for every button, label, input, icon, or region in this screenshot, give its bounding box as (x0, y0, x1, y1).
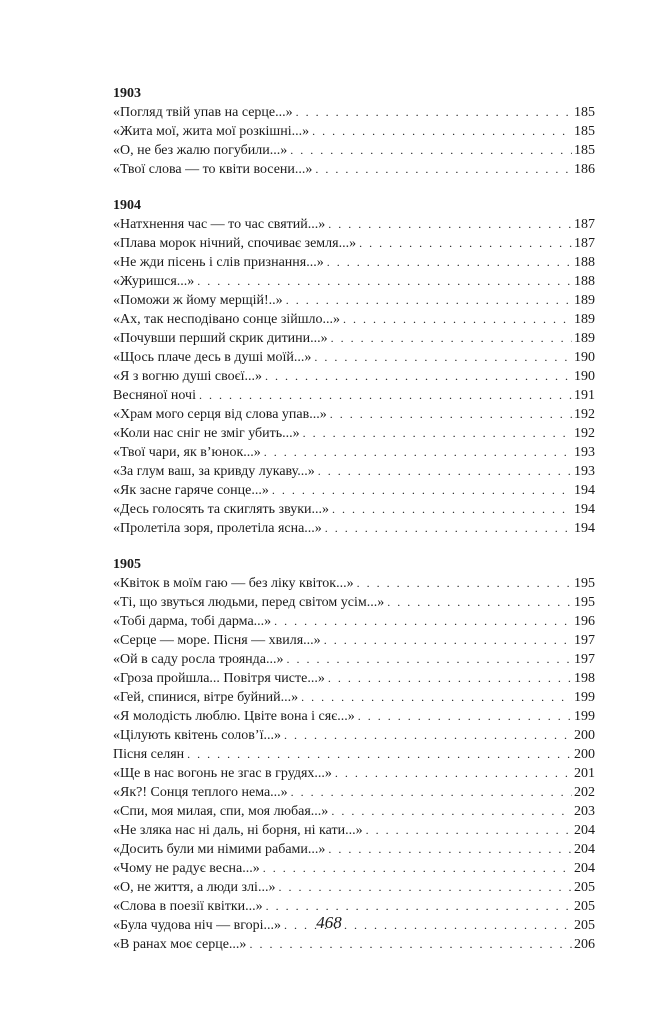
entry-title: «Гроза пройшла... Повітря чисте...» (113, 671, 325, 686)
table-of-contents (113, 85, 595, 972)
entry-title: «Тобі дарма, тобі дарма...» (113, 614, 272, 629)
toc-entry (113, 745, 595, 764)
entry-page-number: 194 (574, 521, 595, 536)
entry-title: «Твої слова — то квіти восени...» (113, 162, 313, 177)
entry-title: «В ранах моє серце...» (113, 937, 247, 952)
entry-page-number: 190 (574, 350, 595, 365)
dot-leader (199, 386, 572, 404)
entry-title: «Пролетіла зоря, пролетіла ясна...» (113, 521, 322, 536)
page-number: 468 (316, 913, 342, 932)
entry-page-number: 192 (574, 426, 595, 441)
dot-leader (303, 424, 572, 442)
toc-entry (113, 386, 595, 405)
dot-leader (287, 650, 573, 668)
section-year-heading: 1905 (113, 557, 141, 572)
entry-page-number: 202 (574, 785, 595, 800)
toc-entry (113, 707, 595, 726)
dot-leader (290, 141, 572, 159)
toc-entry (113, 500, 595, 519)
toc-entry (113, 310, 595, 329)
entry-title: «Натхнення час — то час святий...» (113, 217, 326, 232)
entry-title: «Ще в нас вогонь не згас в грудях...» (113, 766, 332, 781)
entry-page-number: 195 (574, 576, 595, 591)
toc-entry (113, 443, 595, 462)
entry-page-number: 195 (574, 595, 595, 610)
entry-title: «Квіток в моїм гаю — без ліку квіток...» (113, 576, 354, 591)
entry-page-number: 193 (574, 445, 595, 460)
dot-leader (318, 462, 572, 480)
entry-page-number: 203 (574, 804, 595, 819)
dot-leader (357, 574, 572, 592)
toc-entry (113, 612, 595, 631)
entry-title: «Серце — море. Пісня — хвиля...» (113, 633, 321, 648)
toc-entry (113, 329, 595, 348)
toc-entry (113, 650, 595, 669)
dot-leader (263, 859, 572, 877)
entry-title: «Чому не радує весна...» (113, 861, 260, 876)
dot-leader (314, 348, 572, 366)
entry-title: Весняної ночі (113, 388, 196, 403)
entry-page-number: 198 (574, 671, 595, 686)
entry-page-number: 188 (574, 274, 595, 289)
entry-title: «Коли нас сніг не зміг убить...» (113, 426, 300, 441)
dot-leader (330, 405, 572, 423)
toc-entry (113, 272, 595, 291)
dot-leader (366, 821, 572, 839)
toc-entry (113, 669, 595, 688)
toc-entry (113, 367, 595, 386)
toc-entry (113, 103, 595, 122)
toc-entry (113, 160, 595, 179)
toc-entry (113, 424, 595, 443)
entry-page-number: 205 (574, 918, 595, 933)
entry-page-number: 205 (574, 880, 595, 895)
entry-title: «Журишся...» (113, 274, 195, 289)
section-year-heading: 1903 (113, 86, 141, 101)
entry-page-number: 199 (574, 709, 595, 724)
entry-page-number: 200 (574, 728, 595, 743)
toc-entry (113, 348, 595, 367)
dot-leader (274, 612, 572, 630)
dot-leader (358, 707, 572, 725)
toc-section (113, 197, 595, 538)
section-year-heading: 1904 (113, 198, 141, 213)
entry-title: «Я з вогню душі своєї...» (113, 369, 262, 384)
entry-page-number: 189 (574, 312, 595, 327)
dot-leader (286, 291, 572, 309)
entry-title: «Щось плаче десь в душі моїй...» (113, 350, 312, 365)
toc-entry (113, 234, 595, 253)
toc-entry (113, 802, 595, 821)
toc-entry (113, 141, 595, 160)
dot-leader (296, 103, 572, 121)
toc-entry (113, 291, 595, 310)
toc-entry (113, 783, 595, 802)
entry-title: «Не зляка нас ні даль, ні борня, ні кати...» (113, 823, 363, 838)
toc-entry (113, 688, 595, 707)
toc-entry (113, 215, 595, 234)
entry-title: «Як?! Сонця теплого нема...» (113, 785, 288, 800)
toc-section (113, 556, 595, 954)
dot-leader (387, 593, 572, 611)
entry-title: «Десь голосять та скиглять звуки...» (113, 502, 330, 517)
entry-title: «Слова в поезії квітки...» (113, 899, 263, 914)
entry-title: «Ах, так несподівано сонце зійшло...» (113, 312, 341, 327)
entry-title: «Не жди пісень і слів признання...» (113, 255, 324, 270)
toc-entry (113, 631, 595, 650)
entry-page-number: 206 (574, 937, 595, 952)
toc-entry (113, 726, 595, 745)
dot-leader (284, 726, 572, 744)
toc-entry (113, 859, 595, 878)
entry-page-number: 194 (574, 502, 595, 517)
dot-leader (328, 669, 572, 687)
entry-title: «Погляд твій упав на серце...» (113, 105, 293, 120)
entry-title: «Гей, спинися, вітре буйний...» (113, 690, 299, 705)
toc-entry (113, 878, 595, 897)
dot-leader (187, 745, 572, 763)
entry-page-number: 187 (574, 236, 595, 251)
entry-title: «Спи, моя милая, спи, моя любая...» (113, 804, 329, 819)
entry-page-number: 204 (574, 861, 595, 876)
entry-page-number: 189 (574, 293, 595, 308)
entry-title: «Поможи ж йому мерщій!..» (113, 293, 283, 308)
entry-page-number: 205 (574, 899, 595, 914)
entry-page-number: 192 (574, 407, 595, 422)
dot-leader (315, 160, 572, 178)
toc-entry (113, 935, 595, 954)
entry-title: «Ті, що звуться людьми, перед світом усім...» (113, 595, 385, 610)
entry-page-number: 204 (574, 842, 595, 857)
dot-leader (328, 840, 572, 858)
toc-entry (113, 405, 595, 424)
entry-title: «Як засне гаряче сонце...» (113, 483, 269, 498)
entry-page-number: 194 (574, 483, 595, 498)
dot-leader (343, 310, 572, 328)
toc-entry (113, 462, 595, 481)
entry-page-number: 188 (574, 255, 595, 270)
entry-title: «Я молодість люблю. Цвіте вона і сяє...» (113, 709, 355, 724)
entry-page-number: 186 (574, 162, 595, 177)
entry-title: «Була чудова ніч — вгорі...» (113, 918, 282, 933)
dot-leader (328, 215, 572, 233)
toc-entry (113, 593, 595, 612)
entry-title: «Ой в саду росла троянда...» (113, 652, 284, 667)
toc-entry (113, 519, 595, 538)
toc-entry (113, 840, 595, 859)
entry-page-number: 199 (574, 690, 595, 705)
entry-page-number: 187 (574, 217, 595, 232)
dot-leader (291, 783, 572, 801)
entry-title: «Жита мої, жита мої розкішні...» (113, 124, 310, 139)
dot-leader (264, 443, 572, 461)
entry-page-number: 201 (574, 766, 595, 781)
dot-leader (325, 519, 572, 537)
dot-leader (331, 329, 572, 347)
entry-page-number: 191 (574, 388, 595, 403)
entry-page-number: 196 (574, 614, 595, 629)
dot-leader (265, 367, 572, 385)
entry-title: «Почувши перший скрик дитини...» (113, 331, 328, 346)
entry-page-number: 197 (574, 633, 595, 648)
toc-entry (113, 821, 595, 840)
dot-leader (249, 935, 572, 953)
entry-title: Пісня селян (113, 747, 185, 762)
entry-title: «За глум ваш, за кривду лукаву...» (113, 464, 315, 479)
entry-title: «О, не життя, а люди злі...» (113, 880, 276, 895)
entry-title: «Твої чари, як в’юнок...» (113, 445, 261, 460)
entry-title: «Храм мого серця від слова упав...» (113, 407, 327, 422)
dot-leader (312, 122, 572, 140)
dot-leader (335, 764, 572, 782)
dot-leader (324, 631, 572, 649)
entry-title: «Досить були ми німими рабами...» (113, 842, 326, 857)
dot-leader (327, 253, 572, 271)
entry-page-number: 189 (574, 331, 595, 346)
toc-entry (113, 574, 595, 593)
dot-leader (278, 878, 572, 896)
entry-page-number: 204 (574, 823, 595, 838)
dot-leader (301, 688, 572, 706)
dot-leader (331, 802, 572, 820)
entry-page-number: 185 (574, 143, 595, 158)
dot-leader (272, 481, 572, 499)
toc-entry (113, 122, 595, 141)
entry-page-number: 190 (574, 369, 595, 384)
entry-title: «Цілують квітень солов’ї...» (113, 728, 281, 743)
entry-page-number: 185 (574, 105, 595, 120)
dot-leader (197, 272, 572, 290)
entry-page-number: 197 (574, 652, 595, 667)
toc-entry (113, 253, 595, 272)
entry-page-number: 200 (574, 747, 595, 762)
entry-page-number: 185 (574, 124, 595, 139)
entry-title: «Плава морок нічний, спочиває земля...» (113, 236, 357, 251)
toc-entry (113, 764, 595, 783)
entry-page-number: 193 (574, 464, 595, 479)
dot-leader (359, 234, 572, 252)
toc-section (113, 85, 595, 179)
entry-title: «О, не без жалю погубили...» (113, 143, 288, 158)
toc-entry (113, 481, 595, 500)
dot-leader (332, 500, 572, 518)
